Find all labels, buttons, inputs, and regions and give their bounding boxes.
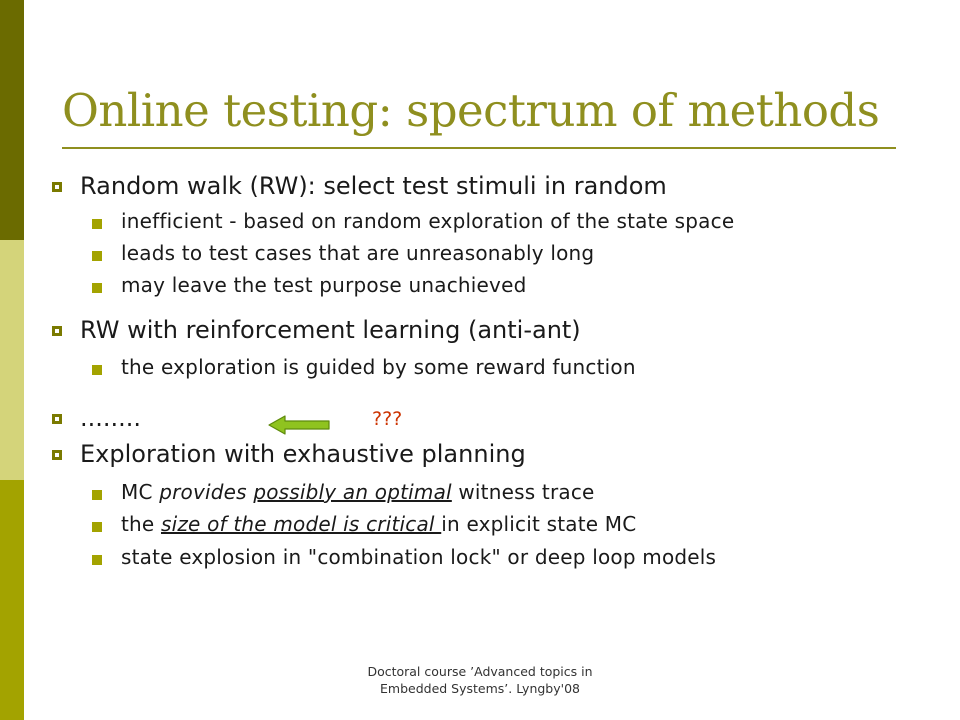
filled-square-icon bbox=[92, 283, 102, 293]
footer-line: Embedded Systems’. Lyngby'08 bbox=[380, 681, 580, 696]
bullet-text: RW with reinforcement learning (anti-ant) bbox=[80, 316, 581, 344]
bullet-text: Exploration with exhaustive planning bbox=[80, 440, 526, 468]
hollow-square-icon bbox=[52, 414, 62, 424]
sub-bullet-text: state explosion in "combination lock" or deep loop models bbox=[121, 545, 717, 569]
bullet-text: ........ bbox=[80, 404, 142, 432]
text-plain: the bbox=[121, 512, 161, 536]
text-italic: provides bbox=[159, 480, 254, 504]
sub-bullet-text: leads to test cases that are unreasonably long bbox=[121, 241, 595, 265]
left-arrow-icon bbox=[268, 415, 332, 435]
text-italic-underlined: possibly an optimal bbox=[253, 480, 452, 504]
filled-square-icon bbox=[92, 555, 102, 565]
bullet-text: Random walk (RW): select test stimuli in random bbox=[80, 172, 667, 200]
filled-square-icon bbox=[92, 251, 102, 261]
sub-bullet-text bbox=[121, 480, 595, 504]
filled-square-icon bbox=[92, 522, 102, 532]
footer-line: Doctoral course ’Advanced topics in bbox=[367, 664, 593, 679]
slide-title: Online testing: spectrum of methods bbox=[62, 84, 880, 137]
hollow-square-icon bbox=[52, 326, 62, 336]
sub-bullet-text bbox=[121, 512, 636, 536]
text-plain: witness trace bbox=[451, 480, 595, 504]
sub-bullet-text: inefficient - based on random exploration of the state space bbox=[121, 209, 735, 233]
filled-square-icon bbox=[92, 490, 102, 500]
filled-square-icon bbox=[92, 219, 102, 229]
sub-bullet-text: the exploration is guided by some reward function bbox=[121, 355, 636, 379]
question-annotation: ??? bbox=[372, 408, 403, 430]
side-bar-top bbox=[0, 0, 24, 240]
side-bar-bottom bbox=[0, 480, 24, 720]
text-italic-underlined: size of the model is critical bbox=[160, 512, 442, 536]
sub-bullet-text: may leave the test purpose unachieved bbox=[121, 273, 527, 297]
title-underline bbox=[62, 147, 896, 149]
hollow-square-icon bbox=[52, 182, 62, 192]
text-plain: MC bbox=[121, 480, 160, 504]
text-plain: in explicit state MC bbox=[441, 512, 637, 536]
side-bar-middle bbox=[0, 240, 24, 480]
hollow-square-icon bbox=[52, 450, 62, 460]
slide-footer bbox=[340, 663, 620, 697]
filled-square-icon bbox=[92, 365, 102, 375]
